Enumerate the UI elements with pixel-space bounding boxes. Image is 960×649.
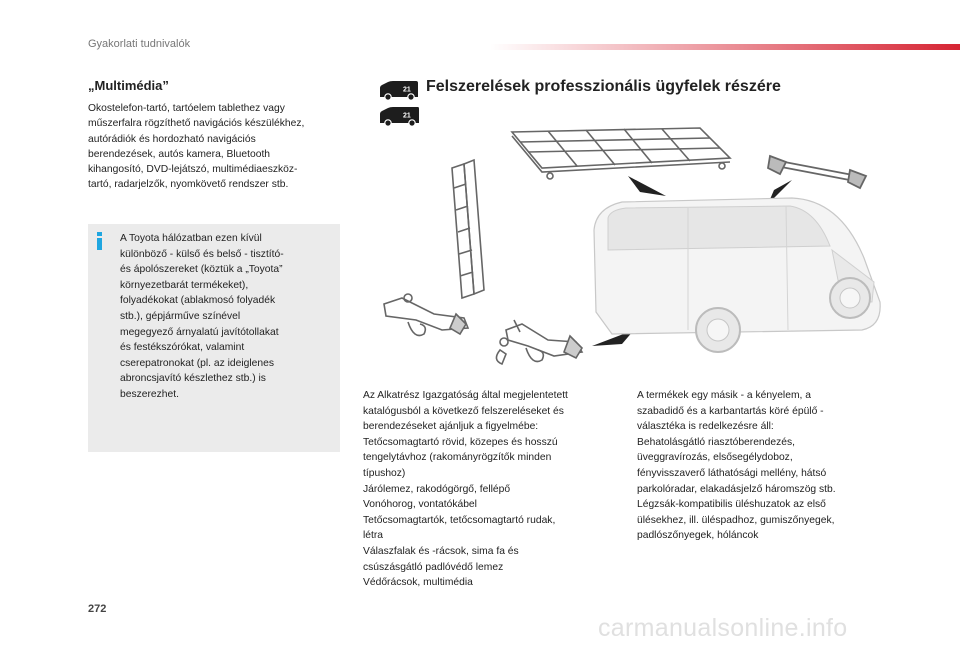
multimedia-heading: „Multimédia” <box>88 78 169 93</box>
text-line: Vonóhorog, vontatókábel <box>363 499 477 511</box>
text-line: környezetbarát termékeket), <box>120 279 249 291</box>
text-line: csúszásgátló padlóvédő lemez <box>363 561 504 573</box>
van-illustration <box>594 198 880 352</box>
text-line: Okostelefon-tartó, tartóelem tablethez vagy <box>88 103 285 114</box>
text-line: különböző - külső és belső - tisztító- <box>120 248 284 260</box>
text-line: Tetőcsomagtartó rövid, közepes és hosszú <box>363 436 558 448</box>
ladder-illustration <box>452 160 484 298</box>
professional-right-column <box>637 388 887 544</box>
van-icon-label: 21 <box>403 86 411 94</box>
text-line: választéka is redelkezésre áll: <box>637 421 774 433</box>
text-line: parkolóradar, elakadásjelző háromszög stb. <box>637 483 836 495</box>
text-line: cserepatronokat (pl. az ideiglenes <box>120 357 274 369</box>
van-icon <box>378 79 420 101</box>
text-line: Az Alkatrész Igazgatóság által megjelentetett <box>363 390 568 401</box>
info-icon <box>96 232 104 250</box>
text-line: padlószőnyegek, hóláncok <box>637 530 759 542</box>
text-line: Behatolásgátló riasztóberendezés, <box>637 436 795 448</box>
text-line: üveggravírozás, elsősegélydoboz, <box>637 452 793 464</box>
roof-bars-illustration <box>768 156 866 188</box>
text-line: Védőrácsok, multimédia <box>363 577 473 589</box>
page-number: 272 <box>88 603 107 615</box>
text-line: Légzsák-kompatibilis üléshuzatok az első <box>637 499 826 511</box>
van-icon-label: 21 <box>403 112 411 120</box>
text-line: A termékek egy másik - a kényelem, a <box>637 390 811 401</box>
header-title: Gyakorlati tudnivalók <box>88 38 191 50</box>
accessories-illustration <box>372 118 912 386</box>
text-line: létra <box>363 530 384 542</box>
text-line: kihangosító, DVD-lejátszó, multimédiaeszköz- <box>88 164 298 176</box>
professional-left-column <box>363 388 615 591</box>
text-line: A Toyota hálózatban ezen kívül <box>120 233 262 244</box>
text-line: ülésekhez, ill. üléspadhoz, gumiszőnyegek, <box>637 514 835 526</box>
text-line: és ápolószereket (köztük a „Toyota” <box>120 264 283 276</box>
text-line: Válaszfalak és -rácsok, sima fa és <box>363 545 519 557</box>
professional-heading: Felszerelések professzionális ügyfelek részére <box>426 78 781 95</box>
text-line: beszerezhet. <box>120 388 179 400</box>
info-box-text <box>120 231 330 403</box>
tow-hook-illustration <box>496 320 582 364</box>
text-line: katalógusból a következő felszereléseket és <box>363 405 564 417</box>
tow-hook-illustration <box>384 294 468 336</box>
text-line: műszerfalra rögzíthető navigációs készülékhez, <box>88 118 305 130</box>
text-line: autórádiók és hordozható navigációs <box>88 133 256 145</box>
text-line: típushoz) <box>363 467 406 479</box>
text-line: berendezéseket ajánljuk a figyelmébe: <box>363 421 539 433</box>
text-line: Járólemez, rakodógörgő, fellépő <box>363 483 511 495</box>
text-line: szabadidő és a karbantartás köré épülő - <box>637 405 824 417</box>
text-line: fényvisszaverő láthatósági mellény, hátsó <box>637 467 827 479</box>
header-accent-bar <box>490 44 960 50</box>
roof-rack-illustration <box>512 128 730 179</box>
watermark: carmanualsonline.info <box>598 614 848 642</box>
text-line: és festékszórókat, valamint <box>120 342 245 354</box>
pointer-arrow <box>628 176 666 196</box>
text-line: berendezések, autós kamera, Bluetooth <box>88 148 271 160</box>
text-line: megegyező árnyalatú javítótollakat <box>120 326 279 338</box>
text-line: tartó, radarjelzők, nyomkövető rendszer stb. <box>88 179 289 191</box>
text-line: folyadékokat (ablakmosó folyadék <box>120 295 276 307</box>
text-line: Tetőcsomagtartók, tetőcsomagtartó rudak, <box>363 514 556 526</box>
text-line: stb.), gépjárműve színével <box>120 310 241 322</box>
text-line: tengelytávhoz (rakományrögzítők minden <box>363 452 552 464</box>
text-line: abroncsjavító készlethez stb.) is <box>120 373 266 385</box>
multimedia-paragraph <box>88 101 344 193</box>
